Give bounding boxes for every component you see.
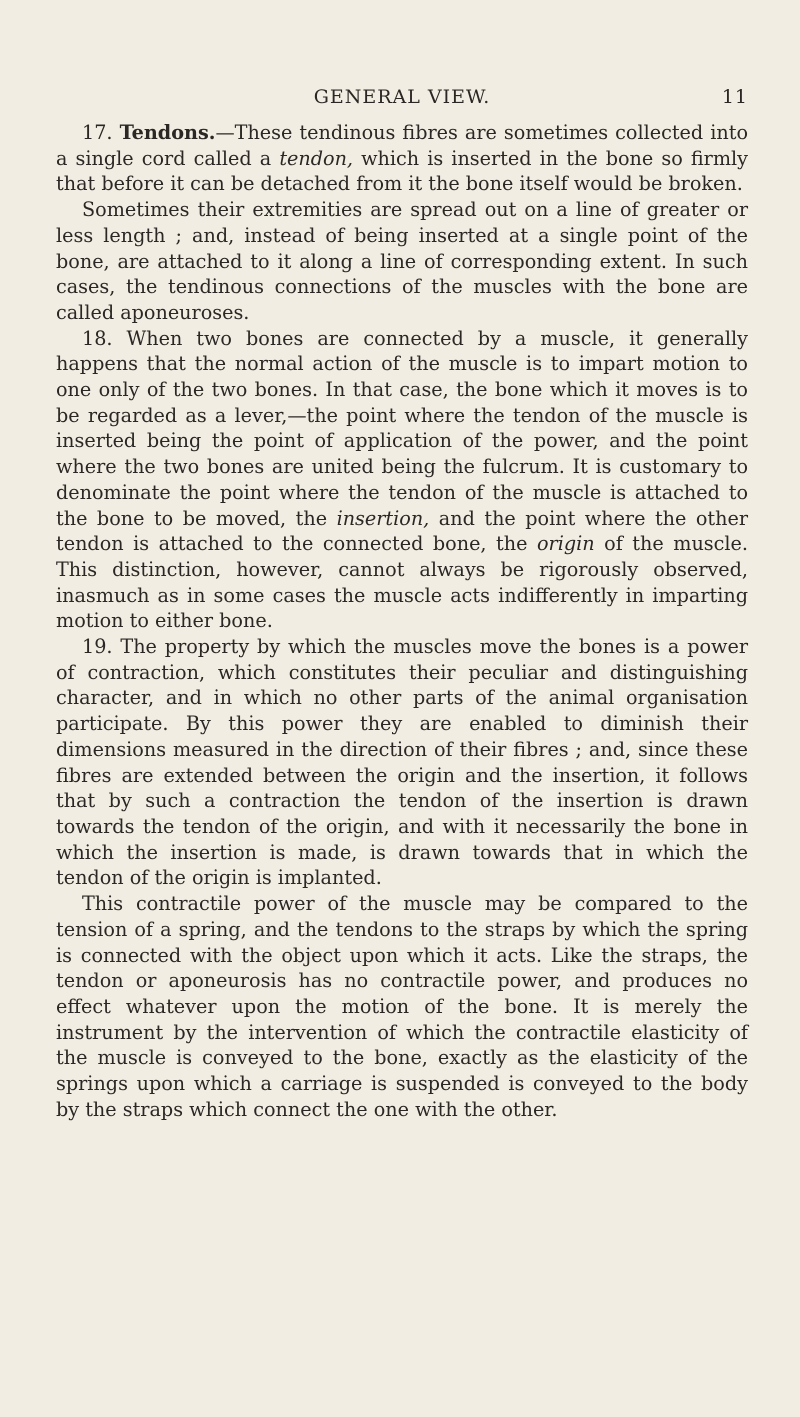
paragraph-text: which is inserted in the bone so firmly that before it can be detached from it the bone itself would be broken. <box>56 146 748 196</box>
paragraph-17-continued: Sometimes their extremities are spread out on a line of greater or less length ; and, instead of being inserted at a single point of the bone, are attached to it along a line of corresponding extent. In such cases, the tendinous connections of the muscles with the bone are called aponeuroses. <box>56 198 748 324</box>
paragraph-19-continued: This contractile power of the muscle may be compared to the tension of a spring, and the tendons to the straps by which the spring is connected with the object upon which it acts. Like the straps, the tendon or aponeurosis has no contractile power, and produces no effect whatever upon the motion of the bone. It is merely the instrument by the intervention of which the contractile elasticity of the muscle is conveyed to the bone, exactly as the elasticity of the springs upon which a carriage is suspended is conveyed to the body by the straps which connect the one with the other. <box>56 892 748 1121</box>
italic-term: tendon, <box>279 146 354 170</box>
paragraph-text: —These tendinous fibres are sometimes collected into a single cord called a <box>56 121 749 170</box>
paragraph-17 <box>56 120 748 197</box>
section-heading: Tendons. <box>119 121 216 144</box>
paragraph-19 <box>56 634 748 891</box>
paragraph-text: When two bones are connected by a muscle, it generally happens that the normal action of the muscle is to impart motion to one only of the two bones. In that case, the bone which it moves is to be regarded as a lever,—the point where the tendon of the muscle is inserted being the point of application of the power, and the point where the two bones are united being the fulcrum. It is customary to denominate the point where the tendon of the muscle is attached to the bone to be moved, the <box>56 326 748 530</box>
paragraph-text: The property by which the muscles move the bones is a power of contraction, which constitutes their peculiar and distinguishing character, and in which no other parts of the animal organisation participate. By this power they are enabled to diminish their dimensions measured in the direction of their fibres ; and, since these fibres are extended between the origin and the insertion, it follows that by such a contraction the tendon of the insertion is drawn towards the tendon of the origin, and with it necessarily the bone in which the insertion is made, is drawn towards that in which the tendon of the origin is implanted. <box>56 635 748 890</box>
running-title: GENERAL VIEW. <box>313 86 491 108</box>
section-number: 19. <box>82 635 113 659</box>
paragraph-text: of the muscle. This distinction, however, cannot always be rigorously observed, inasmuch as in some cases the muscle acts indifferently in imparting motion to either bone. <box>56 532 748 633</box>
italic-term: origin <box>536 532 595 556</box>
paragraph-18 <box>56 326 748 634</box>
section-number: 18. <box>82 326 113 350</box>
running-head <box>56 86 748 120</box>
italic-term: insertion, <box>336 506 430 530</box>
paragraph-text: and the point where the other tendon is attached to the connected bone, the <box>56 506 749 556</box>
section-number: 17. <box>82 121 113 144</box>
page-number: 11 <box>721 86 748 108</box>
body-text <box>56 120 748 1122</box>
